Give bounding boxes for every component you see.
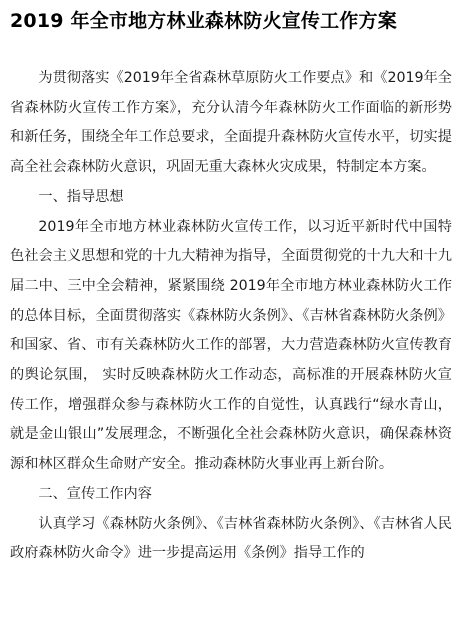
document-title: 2019 年全市地方林业森林防火宣传工作方案 [10, 10, 397, 32]
intro-paragraph: 为贯彻落实《2019年全省森林草原防火工作要点》和《2019年全省森林防火宣传工作方案》，充分认清今年森林防火工作面临的新形势和新任务，围绕全年工作总要求，全面提升森林防火宣传水平，切实提高全社会森林防火意识，巩固无重大森林火灾成果，特制定本方案。 [10, 70, 452, 176]
section-heading-guiding-ideology: 一、指导思想 [38, 188, 124, 205]
document-body [10, 64, 452, 569]
publicity-content-paragraph: 认真学习《森林防火条例》、《吉林省森林防火条例》、《吉林省人民政府森林防火命令》进一步提高运用《条例》指导工作的 [10, 515, 452, 562]
section-heading-publicity-content: 二、宣传工作内容 [38, 485, 152, 502]
guiding-ideology-paragraph: 2019年全市地方林业森林防火宣传工作，以习近平新时代中国特色社会主义思想和党的十九大精神为指导，全面贯彻党的十九大和十九届二中、三中全会精神，紧紧围绕 2019年全市地方林业森林防火工作的总体目标，全面贯彻落实《森林防火条例》、《吉林省森林防火条例》和国家、省、市有关森林防火工作的部署，大力营造森林防火宣传教育的舆论氛围， 实时反映森林防火工作动态，高标准的开展森林防火宣传工作，增强群众参与森林防火工作的自觉性，认真践行“绿水青山，就是金山银山”发展理念，不断强化全社会森林防火意识，确保森林资源和林区群众生命财产安全。推动森林防火事业再上新台阶。 [10, 218, 452, 473]
